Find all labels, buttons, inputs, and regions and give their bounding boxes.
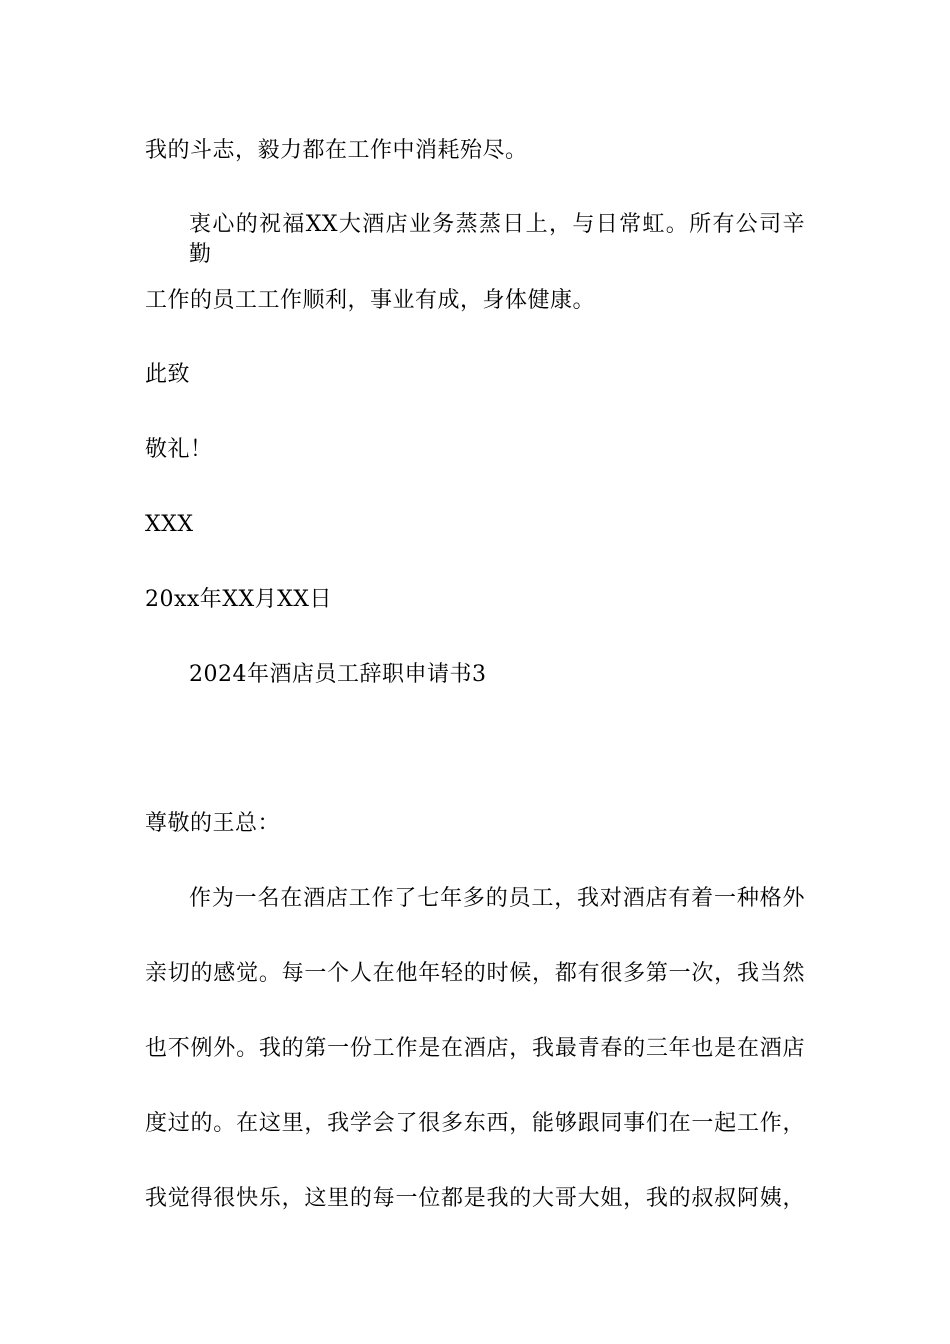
paragraph-line: 作为一名在酒店工作了七年多的员工，我对酒店有着一种格外	[189, 886, 805, 911]
paragraph-line: 亲切的感觉。每一个人在他年轻的时候，都有很多第一次，我当然	[145, 961, 805, 986]
paragraph-line: 也不例外。我的第一份工作是在酒店，我最青春的三年也是在酒店	[145, 1036, 805, 1061]
paragraph-line: 我觉得很快乐，这里的每一位都是我的大哥大姐，我的叔叔阿姨，	[145, 1186, 805, 1211]
paragraph-line: 工作的员工工作顺利，事业有成，身体健康。	[145, 288, 596, 313]
closing-phrase: 此致	[145, 362, 191, 387]
section-heading: 2024年酒店员工辞职申请书3	[189, 662, 487, 687]
closing-salutation: 敬礼！	[145, 437, 213, 462]
letter-greeting: 尊敬的王总：	[145, 811, 281, 836]
paragraph-line: 衷心的祝福XX大酒店业务蒸蒸日上，与日常虹。所有公司辛勤	[189, 212, 805, 267]
signature-date: 20xx年XX月XX日	[145, 587, 332, 612]
paragraph-line: 我的斗志，毅力都在工作中消耗殆尽。	[145, 138, 528, 163]
paragraph-line: 度过的。在这里，我学会了很多东西，能够跟同事们在一起工作，	[145, 1111, 805, 1136]
signature-name: XXX	[145, 512, 194, 537]
